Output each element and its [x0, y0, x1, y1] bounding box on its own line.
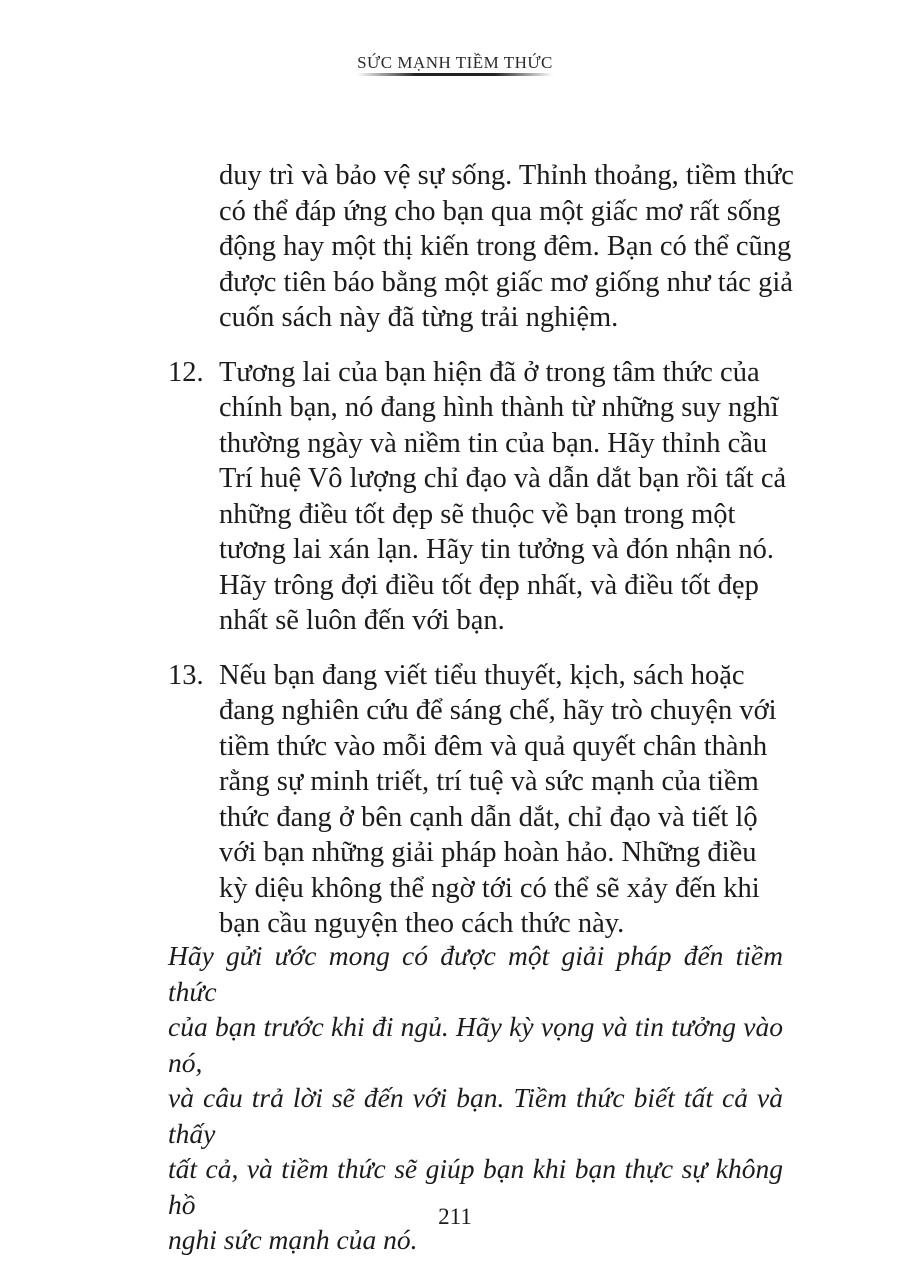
continued-paragraph: [219, 158, 794, 336]
text-line: tiềm thức vào mỗi đêm và quả quyết chân thành: [219, 730, 768, 762]
item-text: [219, 658, 788, 942]
text-line: thức đang ở bên cạnh dẫn dắt, chỉ đạo và tiết lộ: [219, 801, 758, 833]
list-item-13: [168, 658, 788, 942]
text-line: rằng sự minh triết, trí tuệ và sức mạnh của tiềm: [219, 766, 759, 797]
list-item-12: [168, 355, 788, 639]
text-line: thường ngày và niềm tin của bạn. Hãy thỉnh cầu: [219, 427, 768, 459]
text-line: và câu trả lời sẽ đến với bạn. Tiềm thức biết tất cả và thấy: [168, 1082, 783, 1149]
page-number: 211: [438, 1204, 472, 1229]
text-line: đang nghiên cứu để sáng chế, hãy trò chuyện với: [219, 695, 777, 726]
item-text: [219, 355, 788, 639]
text-line: với bạn những giải pháp hoàn hảo. Những điều: [219, 837, 757, 868]
text-line: cuốn sách này đã từng trải nghiệm.: [219, 302, 619, 333]
text-line: nghi sức mạnh của nó.: [168, 1224, 418, 1255]
text-line: duy trì và bảo vệ sự sống. Thỉnh thoảng, tiềm thức: [219, 160, 794, 191]
text-line: Hãy trông đợi điều tốt đẹp nhất, và điều tốt đẹp: [219, 569, 759, 601]
text-line: những điều tốt đẹp sẽ thuộc về bạn trong một: [219, 498, 736, 530]
text-line: Hãy gửi ước mong có được một giải pháp đến tiềm thức: [168, 940, 783, 1007]
text-line: bạn cầu nguyện theo cách thức này.: [219, 908, 625, 939]
text-line: tất cả, và tiềm thức sẽ giúp bạn khi bạn thực sự không hồ: [168, 1153, 783, 1220]
text-line: chính bạn, nó đang hình thành từ những suy nghĩ: [219, 392, 779, 423]
item-number: 13.: [168, 659, 204, 691]
item-number: 12.: [168, 356, 204, 388]
text-line: Trí huệ Vô lượng chỉ đạo và dẫn dắt bạn rồi tất cả: [219, 463, 787, 494]
text-line: tương lai xán lạn. Hãy tin tưởng và đón nhận nó.: [219, 534, 774, 565]
text-line: Nếu bạn đang viết tiểu thuyết, kịch, sách hoặc: [219, 659, 745, 691]
text-line: có thể đáp ứng cho bạn qua một giấc mơ rất sống: [219, 195, 781, 227]
text-line: kỳ diệu không thể ngờ tới có thể sẽ xảy đến khi: [219, 872, 760, 904]
page-body: [168, 158, 794, 942]
text-line: nhất sẽ luôn đến với bạn.: [219, 605, 505, 636]
text-line: động hay một thị kiến trong đêm. Bạn có thể cũng: [219, 231, 792, 262]
text-line: Tương lai của bạn hiện đã ở trong tâm thức của: [219, 356, 760, 388]
running-header: [0, 53, 910, 73]
header-rule: [357, 73, 553, 76]
text-line: của bạn trước khi đi ngủ. Hãy kỳ vọng và tin tưởng vào nó,: [168, 1011, 783, 1078]
text-line: được tiên báo bằng một giấc mơ giống như tác giả: [219, 266, 793, 298]
running-title: SỨC MẠNH TIỀM THỨC: [357, 53, 553, 72]
